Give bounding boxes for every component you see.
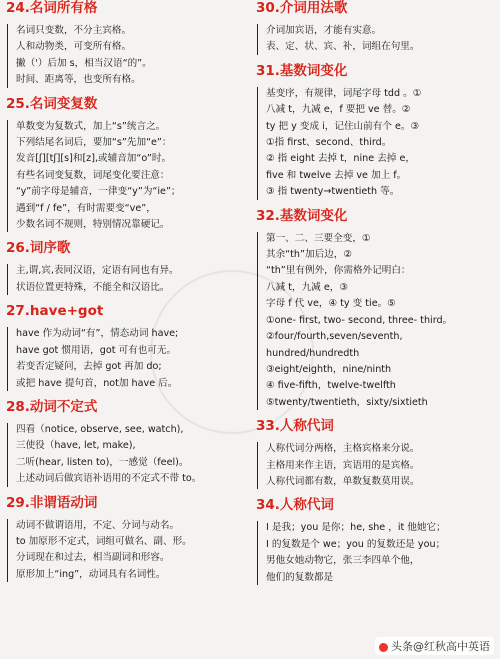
body-line: 八减 t，九减 e，f 要把 ve 替。② — [266, 104, 411, 116]
section-number: 25. — [6, 95, 30, 112]
section-right-0 — [254, 0, 498, 60]
section-right-3 — [254, 418, 498, 494]
section-left-0 — [4, 0, 248, 93]
section-left-2 — [4, 240, 248, 300]
body-line: 人称代词都有数，单数复数莫用误。 — [266, 475, 420, 487]
body-line: 主格用来作主语，宾语用的是宾格。 — [266, 459, 420, 471]
body-line: have 作为动词“有”，情态动词 have; — [16, 328, 179, 340]
section-body — [4, 19, 248, 93]
body-line: ③eight/eighth，nine/ninth — [266, 363, 392, 375]
body-line: 上述动词后做宾语补语用的不定式不带 to。 — [16, 473, 202, 485]
body-line: 他们的复数都是 — [266, 571, 334, 583]
section-body — [4, 259, 248, 300]
section-body — [4, 322, 248, 396]
body-line: 分词现在和过去，相当副词和形容。 — [16, 552, 170, 564]
body-line: ty 把 y 变成 i，记住山前有个 e。③ — [266, 120, 420, 132]
body-line: 少数名词不规则，特别情况靠硬记。 — [16, 219, 170, 231]
section-title — [4, 96, 248, 113]
section-title — [254, 497, 498, 514]
section-right-4 — [254, 497, 498, 590]
section-left-5 — [4, 495, 248, 588]
body-line: ③ 指 twenty→twentieth 等。 — [266, 186, 400, 198]
body-line: 四看（notice, observe, see, watch), — [16, 423, 184, 435]
body-line: 表、定、状、宾、补，词组在句里。 — [266, 41, 420, 53]
body-line: 人和动物类，可变所有格。 — [16, 41, 132, 53]
body-line: “y”前字母是辅音，一律变“y”为“ie”； — [16, 186, 181, 198]
section-number: 31. — [256, 62, 280, 79]
section-title-text: 词序歌 — [29, 240, 71, 257]
right-column — [254, 0, 498, 593]
section-number: 30. — [256, 0, 280, 16]
body-line: have got 惯用语，got 可有也可无。 — [16, 344, 177, 356]
body-line: 三使役（have, let, make), — [16, 440, 136, 452]
section-title-text: 基数词变化 — [279, 207, 348, 224]
body-line: ①one- first, two- second, three- third。 — [266, 314, 453, 326]
body-line: ①指 first、second、third。 — [266, 137, 392, 149]
section-title-text: 人称代词 — [279, 418, 334, 435]
body-line: 遇到“f / fe”，有时需要变“ve”， — [16, 202, 156, 214]
body-line: five 和 twelve 去掉 ve 加上 f。 — [266, 169, 407, 181]
body-line: I 是我；you 是你；he, she ，it 他她它； — [266, 522, 446, 534]
section-left-3 — [4, 303, 248, 396]
body-line: 主,谓,宾,表同汉语，定语有同也有异。 — [16, 265, 179, 277]
section-title — [4, 0, 248, 17]
section-body — [254, 82, 498, 205]
section-number: 27. — [6, 303, 30, 320]
footer-text: 头条@红秋高中英语 — [391, 640, 490, 653]
body-line: ② 指 eight 去掉 t，nine 去掉 e， — [266, 153, 415, 165]
section-title-text: 人称代词 — [279, 497, 334, 514]
section-title-text: 基数词变化 — [279, 62, 348, 79]
body-line: I 的复数是个 we；you 的复数还是 you； — [266, 538, 446, 550]
section-right-2 — [254, 208, 498, 415]
section-title-text: 名词所有格 — [29, 0, 98, 16]
section-number: 33. — [256, 418, 280, 435]
section-title — [4, 303, 248, 320]
body-line: 字母 f 代 ve，④ ty 变 tie。⑤ — [266, 298, 396, 310]
body-line: 有些名词变复数，词尾变化要注意： — [16, 169, 170, 181]
body-line: 发音[ʃ][tʃ][s]和[z],或辅音加“o”时。 — [16, 153, 172, 165]
body-line: 第一、二、三要全变，① — [266, 232, 371, 244]
body-line: 状语位置更特殊，不能全和汉语比。 — [16, 281, 170, 293]
body-line: 介词加宾语，才能有实意。 — [266, 25, 382, 36]
body-line: 时间、距离等，也变所有格。 — [16, 74, 141, 86]
body-line: ④ five-fifth，twelve-twelfth — [266, 380, 396, 392]
section-title — [4, 399, 248, 416]
body-line: 撇（'）后加 s，相当汉语“的”。 — [16, 57, 152, 69]
body-line: 单数变为复数式，加上“s”统言之。 — [16, 120, 166, 132]
section-number: 28. — [6, 398, 30, 415]
body-line: 二听(hear, listen to)，一感觉（feel)。 — [16, 456, 189, 468]
section-title-text: have+got — [29, 303, 104, 320]
section-title-text: 介词用法歌 — [279, 0, 348, 16]
body-line: 下列结尾名词后，要加“s”先加“e”： — [16, 137, 172, 149]
section-number: 32. — [256, 207, 280, 224]
section-title-text: 非谓语动词 — [29, 494, 98, 511]
section-body — [254, 227, 498, 415]
section-title — [254, 418, 498, 435]
section-title — [254, 63, 498, 80]
body-line: 其余“th”加后边，② — [266, 249, 352, 261]
section-title — [4, 240, 248, 257]
body-line: 八减 t，九减 e，③ — [266, 281, 348, 293]
section-body — [254, 437, 498, 494]
section-number: 29. — [6, 494, 30, 511]
section-right-1 — [254, 63, 498, 205]
section-number: 34. — [256, 497, 280, 514]
section-body — [4, 115, 248, 238]
body-line: 人称代词分两格，主格宾格来分说。 — [266, 443, 420, 455]
body-line: ⑤twenty/twentieth，sixty/sixtieth — [266, 396, 428, 408]
section-body — [254, 516, 498, 590]
body-line: to 加原形不定式，词组可做名、副、形。 — [16, 535, 192, 547]
section-title — [254, 0, 498, 17]
body-line: “th”里有例外，你需格外记明白： — [266, 265, 411, 277]
footer-stamp — [375, 637, 494, 655]
body-line: 原形加上“ing”，动词具有名词性。 — [16, 568, 166, 580]
body-line: 名词只变数，不分主宾格。 — [16, 25, 132, 36]
body-line: ②four/fourth,seven/seventh, — [266, 331, 403, 343]
body-line: 男他女她动物它，张三李四单个他， — [266, 555, 420, 567]
left-column — [4, 0, 248, 590]
body-line: hundred/hundredth — [266, 347, 360, 359]
section-body — [254, 19, 498, 60]
section-title — [4, 495, 248, 512]
logo-icon — [379, 643, 388, 652]
body-line: 动词不做谓语用，不定、分词与动名。 — [16, 519, 180, 531]
section-title-text: 动词不定式 — [29, 398, 98, 415]
section-number: 26. — [6, 240, 30, 257]
section-body — [4, 418, 248, 492]
body-line: 或把 have 提句首，not加 have 后。 — [16, 377, 178, 389]
section-body — [4, 514, 248, 588]
section-left-4 — [4, 399, 248, 492]
section-number: 24. — [6, 0, 30, 16]
body-line: 基变序，有规律，词尾字母 tdd 。① — [266, 87, 422, 99]
section-left-1 — [4, 96, 248, 238]
section-title — [254, 208, 498, 225]
section-title-text: 名词变复数 — [29, 95, 98, 112]
body-line: 若变否定疑问，去掉 got 再加 do; — [16, 361, 162, 373]
